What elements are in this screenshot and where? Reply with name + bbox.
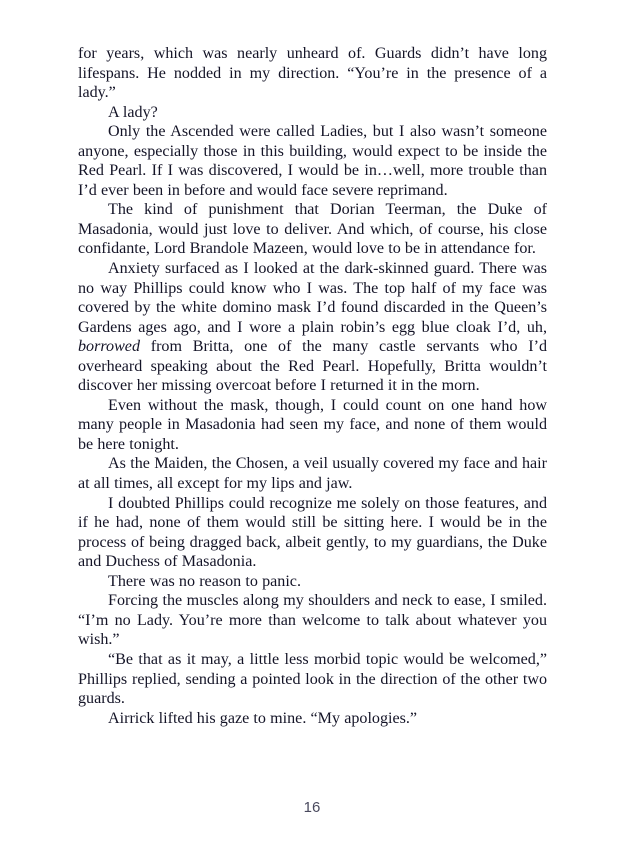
para-continued-guards: for years, which was nearly unheard of. Guards didn’t have long lifespans. He nodded in my direction. “You’re in the presence of a lady.” — [78, 45, 547, 102]
para-i-doubted-phillips: I doubted Phillips could recognize me solely on those features, and if he had, none of them would still be sitting here. I would be in the process of being dragged back, albeit gently, to my guardians, the Duke and Duchess of Masadonia. — [78, 494, 547, 571]
para-forcing-the-muscles: Forcing the muscles along my shoulders and neck to ease, I smiled. “I’m no Lady. You’re more than welcome to talk about whatever you wish.” — [78, 592, 547, 649]
para-even-without-mask: Even without the mask, though, I could count on one hand how many people in Masadonia had seen my face, and none of them would be here tonight. — [78, 396, 547, 453]
para-anxiety-surfaced: Anxiety surfaced as I looked at the dark-skinned guard. There was no way Phillips could know who I was. The top half of my face was covered by the white domino mask I’d found discarded in the Queen’s Gardens ages ago, and I wore a plain robin’s egg blue cloak I’d, uh, borrowed from Britta, one of the many castle servants who I’d overheard speaking about the Red Pearl. Hopefully, Britta wouldn’t discover her missing overcoat before I returned it in the morn. — [78, 260, 547, 395]
para-no-reason-to-panic: There was no reason to panic. — [108, 572, 301, 590]
page-text-column — [78, 44, 547, 728]
para-be-that-as-it-may: “Be that as it may, a little less morbid topic would be welcomed,” Phillips replied, sending a pointed look in the direction of the other two guards. — [78, 650, 547, 708]
page-number: 16 — [303, 799, 321, 816]
para-as-the-maiden: As the Maiden, the Chosen, a veil usually covered my face and hair at all times, all except for my lips and jaw. — [78, 455, 547, 493]
para-a-lady: A lady? — [108, 103, 158, 121]
para-airrick-lifted: Airrick lifted his gaze to mine. “My apologies.” — [108, 709, 418, 727]
para-only-the-ascended: Only the Ascended were called Ladies, but I also wasn’t someone anyone, especially those in this building, would expect to be inside the Red Pearl. If I was discovered, I would be in…well, more trouble than I’d ever been in before and would face severe reprimand. — [78, 123, 547, 199]
para-kind-of-punishment: The kind of punishment that Dorian Teerman, the Duke of Masadonia, would just love to deliver. And which, of course, his close confidante, Lord Brandole Mazeen, would love to be in attendance for. — [78, 201, 547, 258]
